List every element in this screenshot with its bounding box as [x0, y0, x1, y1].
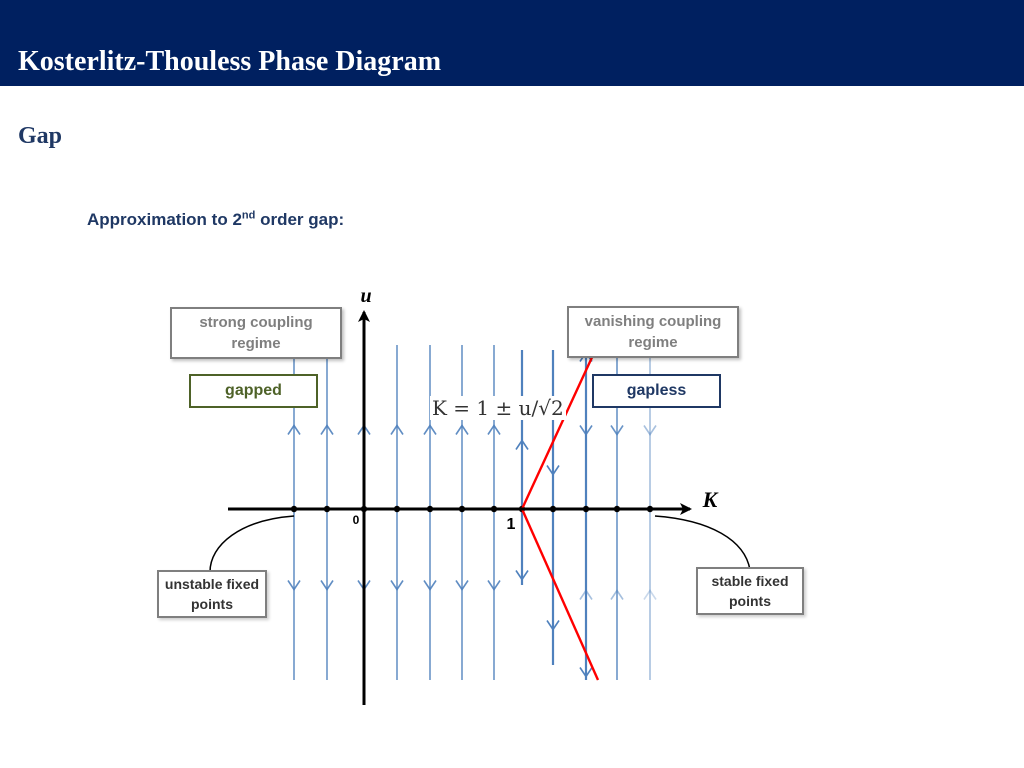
- strong-coupling-box: strong coupling regime: [170, 307, 342, 359]
- origin-label: 0: [352, 513, 360, 527]
- stable-fixed-points-box: stable fixed points: [696, 567, 804, 615]
- k-axis-label: K: [702, 487, 718, 512]
- subtitle-prefix: Approximation to 2: [87, 210, 242, 229]
- gapless-box: gapless: [592, 374, 721, 408]
- stable-callout-line: [655, 516, 750, 570]
- separatrix-upper-line: [522, 340, 600, 509]
- vanishing-coupling-box: vanishing coupling regime: [567, 306, 739, 358]
- critical-point-label: 1: [506, 516, 516, 533]
- unstable-fixed-points-box: unstable fixed points: [157, 570, 267, 618]
- gapped-box: gapped: [189, 374, 318, 408]
- section-title: Gap: [18, 123, 63, 149]
- subtitle-suffix: order gap:: [255, 210, 345, 229]
- u-axis-label: u: [360, 285, 372, 307]
- subtitle-superscript: nd: [241, 209, 256, 222]
- unstable-callout-line: [210, 516, 294, 572]
- page-title: Kosterlitz-Thouless Phase Diagram: [18, 46, 442, 77]
- callout-lines: [210, 516, 750, 572]
- separatrix-formula: K = 1 ± u/√2: [432, 396, 564, 420]
